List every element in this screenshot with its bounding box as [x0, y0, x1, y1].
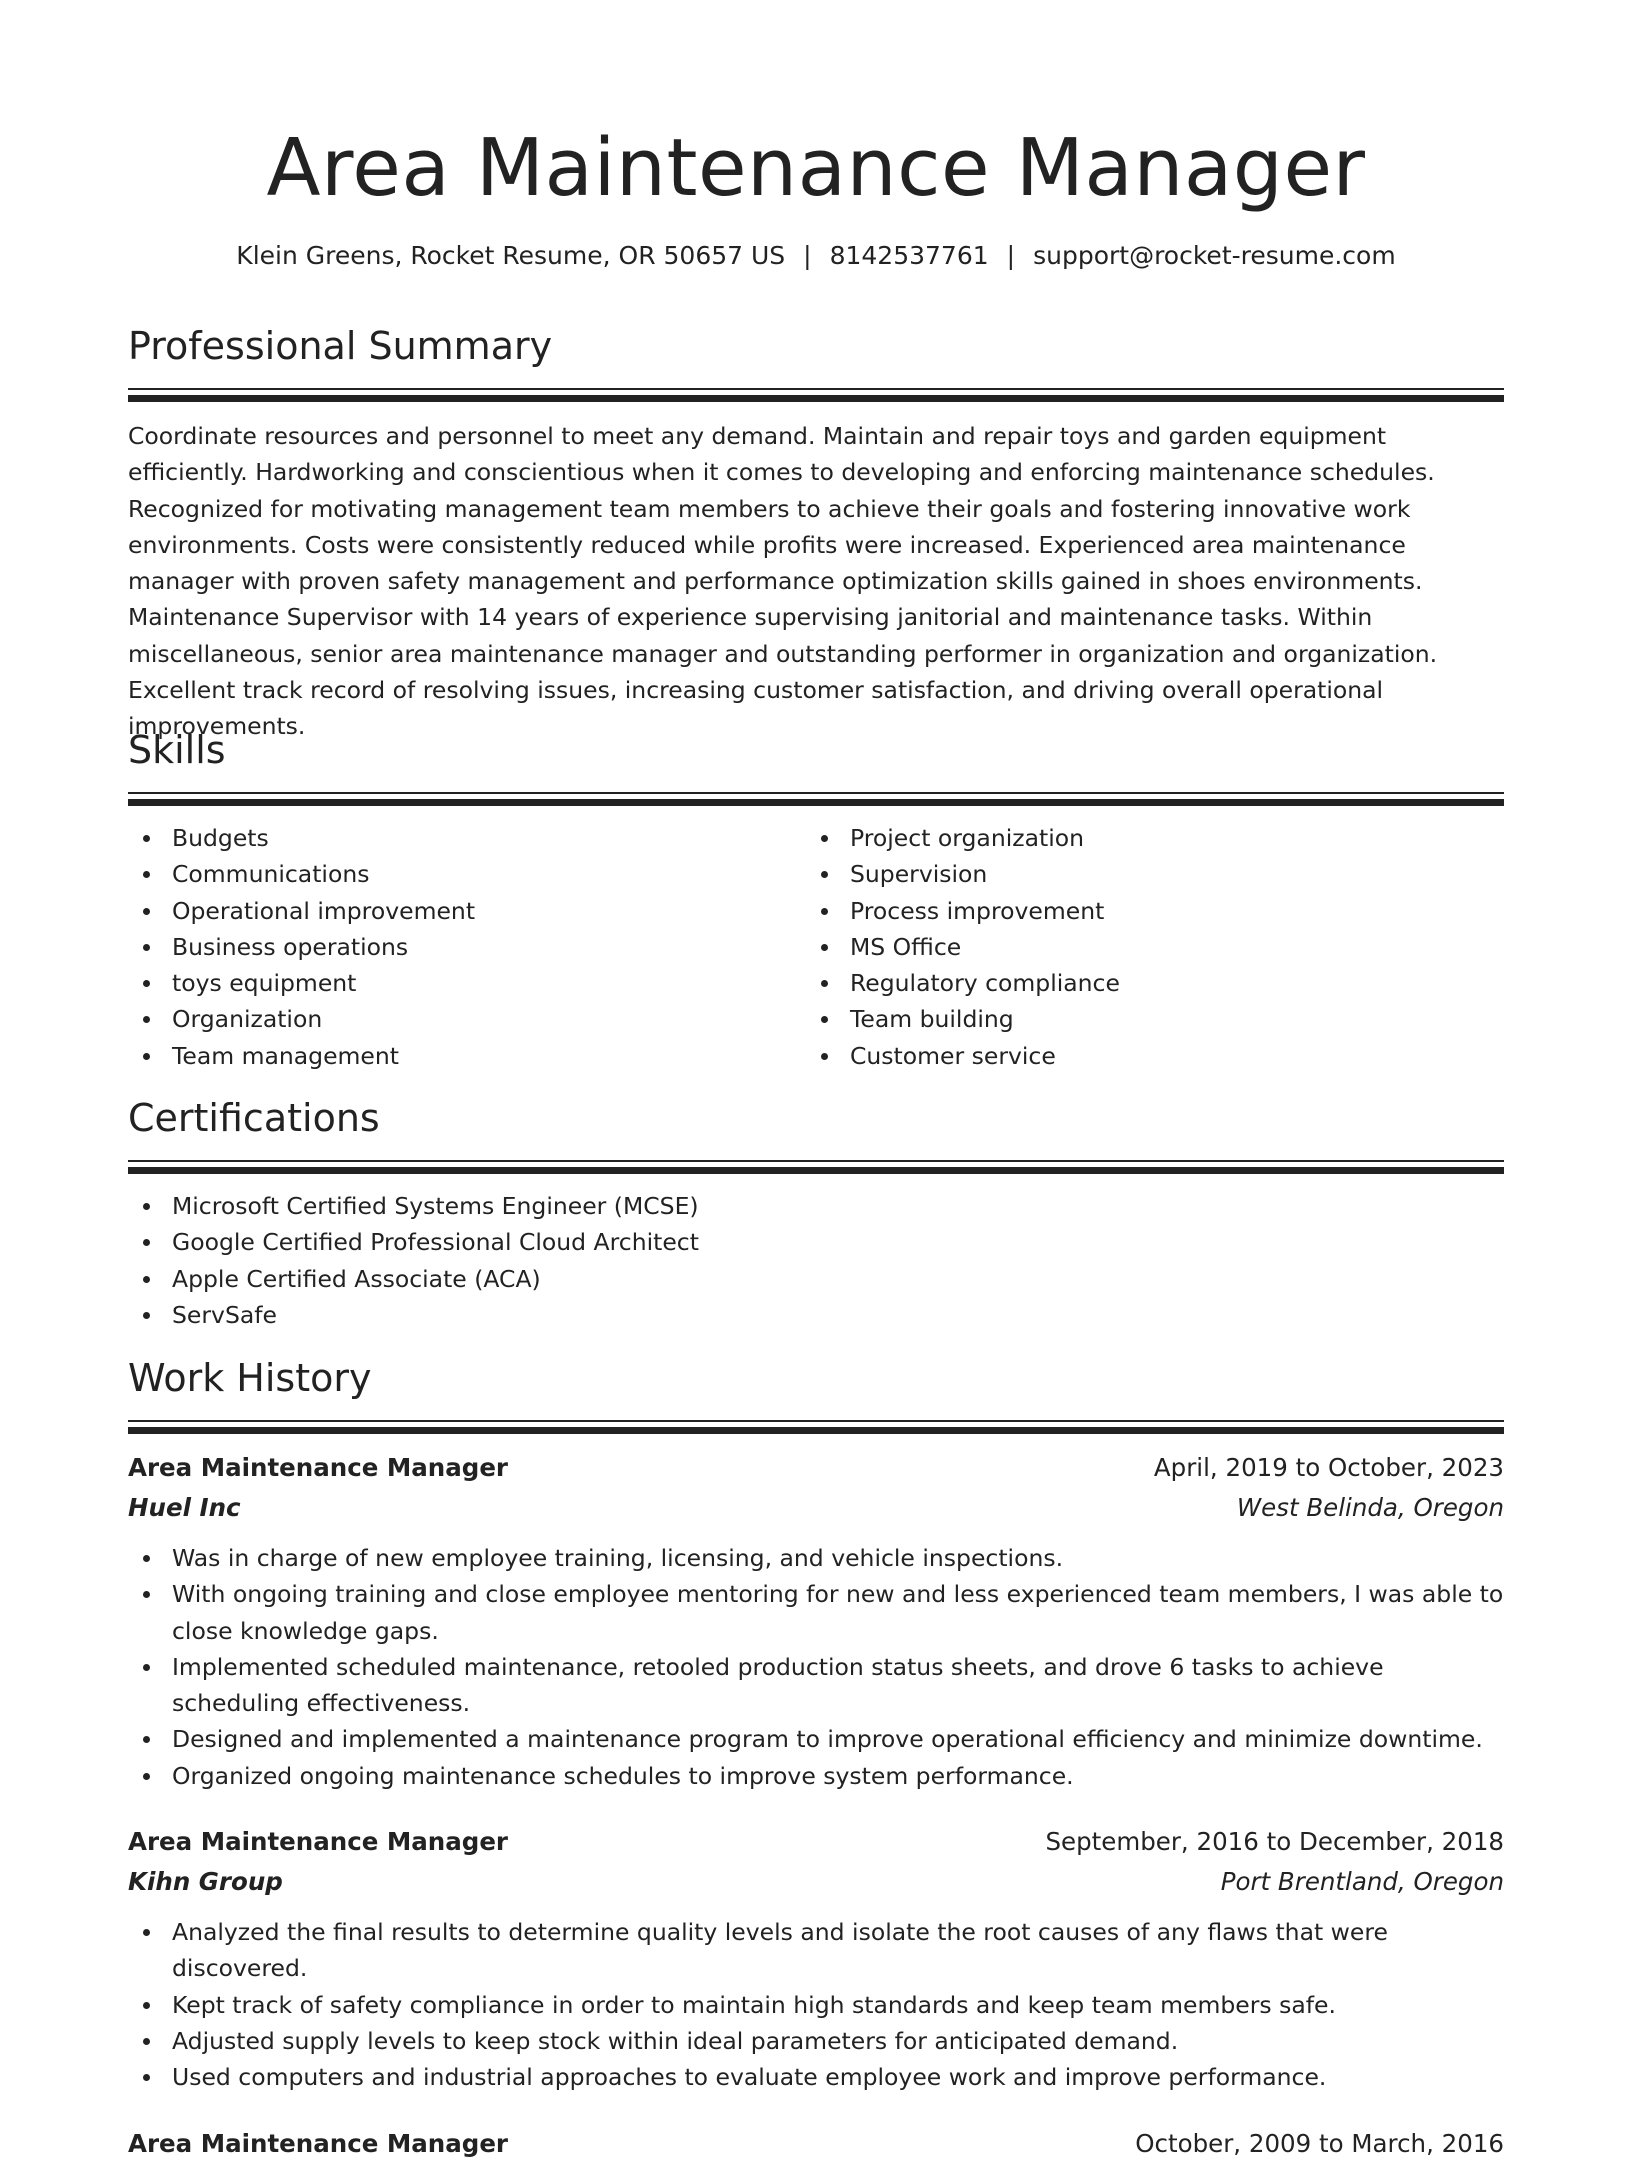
skill-item: Supervision	[806, 856, 1484, 892]
skill-item: Business operations	[128, 929, 806, 965]
work-history-section	[128, 1354, 1504, 2164]
certification-item: Apple Certified Associate (ACA)	[128, 1261, 1504, 1297]
job-company: Huel Inc	[128, 1493, 241, 1522]
job-bullets	[128, 1540, 1504, 1794]
job-bullet: Analyzed the final results to determine quality levels and isolate the root causes of any flaws that were discovered.	[128, 1914, 1504, 1987]
job-entry	[128, 1822, 1504, 2095]
section-title-certifications: Certifications	[128, 1096, 380, 1140]
job-entry	[128, 2124, 1504, 2164]
section-divider	[128, 1160, 1504, 1174]
job-bullet: Organized ongoing maintenance schedules to improve system performance.	[128, 1758, 1504, 1794]
job-dates: October, 2009 to March, 2016	[1135, 2128, 1504, 2158]
certifications-list	[128, 1188, 1504, 1333]
section-title-summary: Professional Summary	[128, 324, 553, 368]
certifications-section	[128, 1094, 1504, 1333]
skills-list-left	[128, 820, 806, 1074]
resume-name: Area Maintenance Manager	[266, 122, 1366, 214]
summary-text: Coordinate resources and personnel to meet any demand. Maintain and repair toys and garden equipment efficiently. Hardworking and conscientious when it comes to developing and enforcing maintenance schedules. Recognized for motivating management team members to achieve their goals and fostering innovative work environments. Costs were consistently reduced while profits were increased. Experienced area maintenance manager with proven safety management and performance optimization skills gained in shoes environments. Maintenance Supervisor with 14 years of experience supervising janitorial and maintenance tasks. Within miscellaneous, senior area maintenance manager and outstanding performer in organization and organization. Excellent track record of resolving issues, increasing customer satisfaction, and driving overall operational improvements.	[128, 422, 1438, 741]
contact-separator: |	[1006, 241, 1016, 270]
job-entry	[128, 1448, 1504, 1794]
job-dates: September, 2016 to December, 2018	[1045, 1827, 1504, 1857]
job-title: Area Maintenance Manager	[128, 1827, 509, 1857]
skill-item: Process improvement	[806, 893, 1484, 929]
certification-item: ServSafe	[128, 1297, 1504, 1333]
job-bullet: Kept track of safety compliance in order to maintain high standards and keep team members safe.	[128, 1987, 1504, 2023]
skills-grid	[128, 820, 1504, 1074]
job-header	[128, 1448, 1504, 1488]
job-header	[128, 2124, 1504, 2164]
skills-section	[128, 726, 1504, 1074]
certification-item: Microsoft Certified Systems Engineer (MCSE)	[128, 1188, 1504, 1224]
skill-item: toys equipment	[128, 965, 806, 1001]
job-bullet: With ongoing training and close employee mentoring for new and less experienced team members, I was able to close knowledge gaps.	[128, 1576, 1504, 1649]
job-subheader	[128, 1862, 1504, 1902]
skill-item: Budgets	[128, 820, 806, 856]
skill-item: Team building	[806, 1001, 1484, 1037]
section-divider	[128, 792, 1504, 806]
job-location: West Belinda, Oregon	[1236, 1493, 1504, 1522]
skill-item: MS Office	[806, 929, 1484, 965]
section-title-work-history: Work History	[128, 1356, 372, 1400]
skill-item: Communications	[128, 856, 806, 892]
job-company: Kihn Group	[128, 1867, 283, 1897]
job-bullet: Was in charge of new employee training, licensing, and vehicle inspections.	[128, 1540, 1504, 1576]
job-location: Port Brentland, Oregon	[1220, 1867, 1504, 1897]
job-subheader	[128, 1488, 1504, 1528]
job-dates: April, 2019 to October, 2023	[1153, 1453, 1504, 1482]
summary-section	[128, 322, 1504, 745]
skill-item: Project organization	[806, 820, 1484, 856]
job-bullet: Adjusted supply levels to keep stock within ideal parameters for anticipated demand.	[128, 2023, 1504, 2059]
skill-item: Operational improvement	[128, 893, 806, 929]
resume-page	[128, 0, 1504, 2158]
job-bullet: Designed and implemented a maintenance program to improve operational efficiency and minimize downtime.	[128, 1721, 1504, 1757]
contact-phone: 8142537761	[829, 241, 989, 270]
contact-address: Klein Greens, Rocket Resume, OR 50657 US	[236, 241, 786, 270]
section-divider	[128, 1420, 1504, 1434]
skill-item: Organization	[128, 1001, 806, 1037]
contact-email: support@rocket-resume.com	[1033, 241, 1396, 270]
job-title: Area Maintenance Manager	[128, 1453, 509, 1482]
job-title: Area Maintenance Manager	[128, 2128, 509, 2158]
skill-item: Customer service	[806, 1038, 1484, 1074]
job-bullet: Used computers and industrial approaches to evaluate employee work and improve performance.	[128, 2059, 1504, 2095]
contact-line	[128, 238, 1504, 274]
job-bullet: Implemented scheduled maintenance, retooled production status sheets, and drove 6 tasks to achieve scheduling effectiveness.	[128, 1649, 1504, 1722]
job-bullets	[128, 1914, 1504, 2095]
skills-list-right	[806, 820, 1484, 1074]
job-header	[128, 1822, 1504, 1862]
section-divider	[128, 388, 1504, 402]
skill-item: Team management	[128, 1038, 806, 1074]
certification-item: Google Certified Professional Cloud Architect	[128, 1224, 1504, 1260]
skill-item: Regulatory compliance	[806, 965, 1484, 1001]
contact-separator: |	[803, 241, 812, 270]
section-title-skills: Skills	[128, 728, 226, 772]
